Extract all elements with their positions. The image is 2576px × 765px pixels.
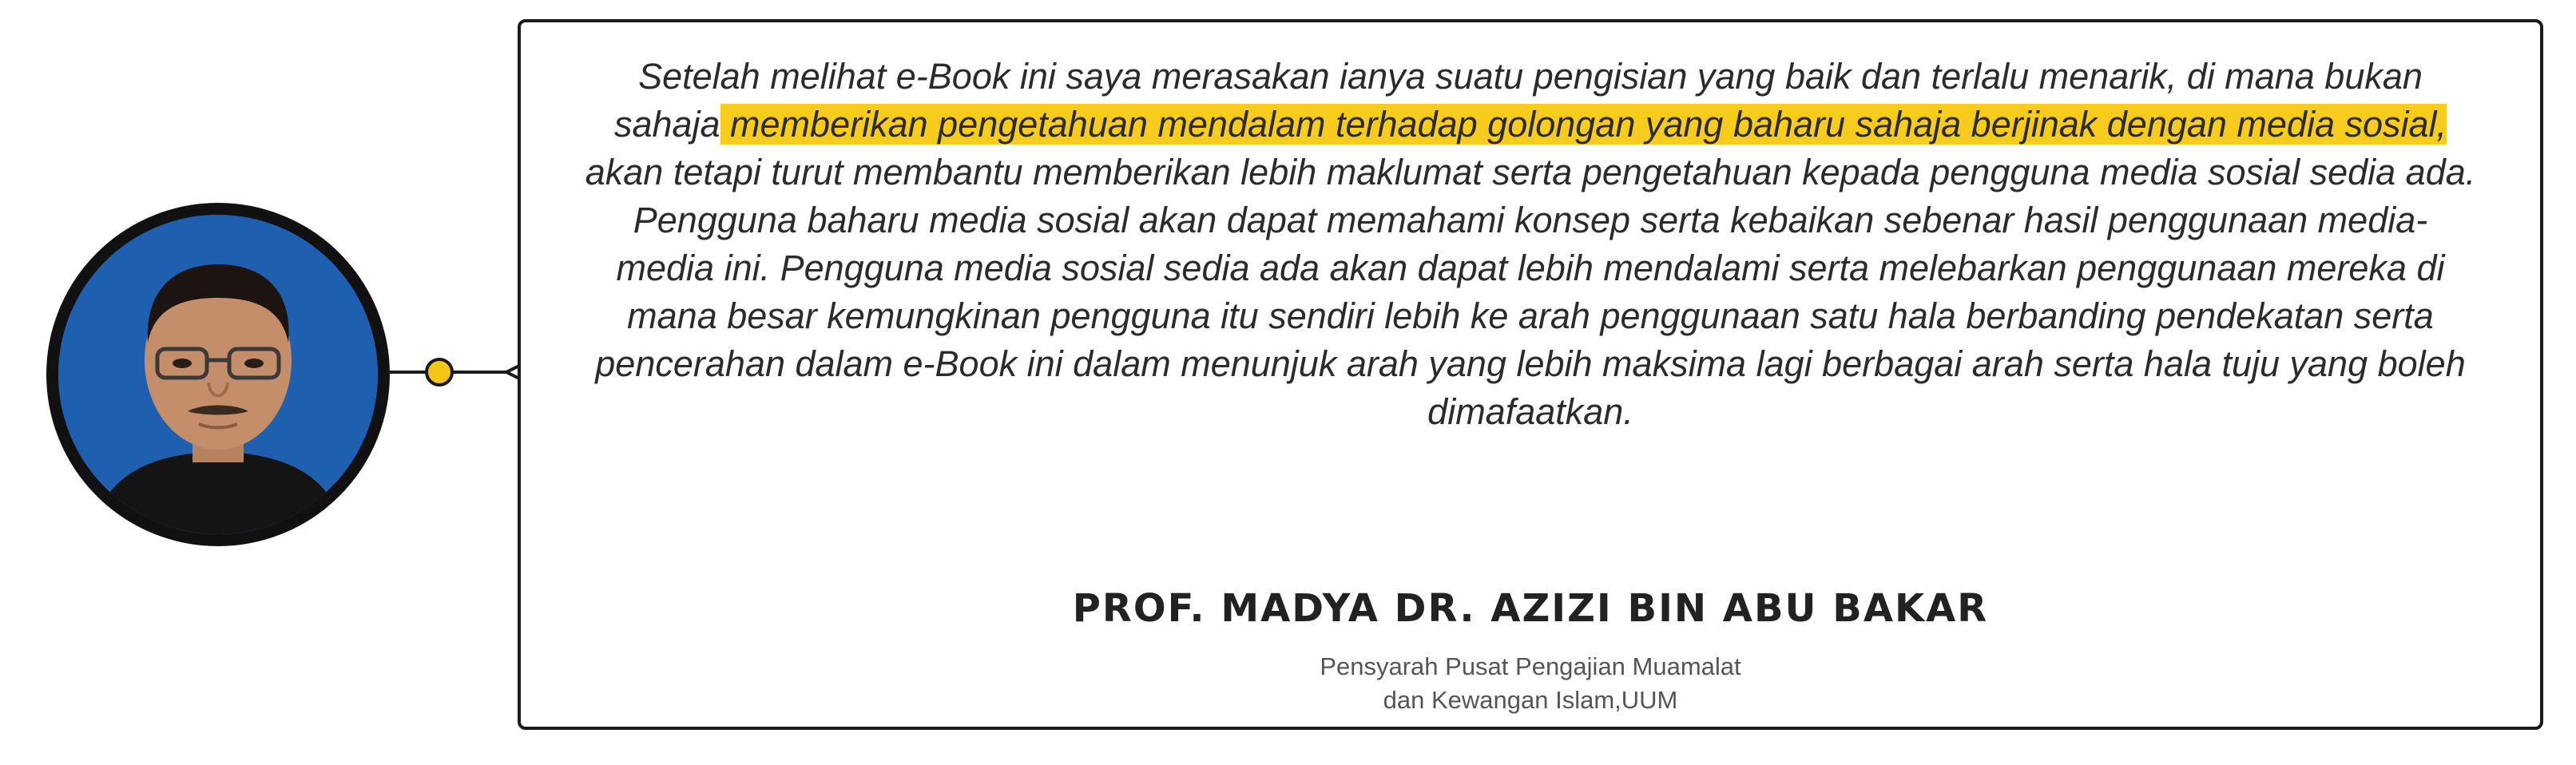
author-role-line-1: Pensyarah Pusat Pengajian Muamalat (1320, 652, 1741, 680)
author-name: PROF. MADYA DR. AZIZI BIN ABU BAKAR (1072, 586, 1989, 631)
quote-text-start: Setelah melihat e-Book ini saya merasakan ianya suatu pengisian yang baik dan terlalu menarik, di mana bukan sahaja (613, 56, 2423, 145)
author-photo (46, 203, 390, 546)
author-role-line-2: dan Kewangan Islam,UUM (1383, 686, 1678, 714)
connector-dot (425, 358, 454, 386)
quote-text-end: akan tetapi turut membantu memberikan lebih maklumat serta pengetahuan kepada pengguna media sosial sedia ada. Pengguna baharu media sosial akan dapat memahami konsep serta kebaikan sebenar hasil penggunaan media-media ini. Pengguna media sosial sedia ada akan dapat lebih mendalami serta melebarkan penggunaan mereka di mana besar kemungkinan pengguna itu sendiri lebih ke arah penggunaan satu hala berbanding pendekatan serta pencerahan dalam e-Book ini dalam menunjuk arah yang lebih maksima lagi berbagai arah serta hala tuju yang boleh dimafaatkan. (585, 152, 2476, 432)
portrait-image (58, 215, 378, 534)
author-role (521, 650, 2540, 717)
testimonial-card (518, 19, 2543, 730)
quote-highlight: memberikan pengetahuan mendalam terhadap golongan yang baharu sahaja berjinak dengan media sosial, (720, 104, 2447, 145)
testimonial-quote (585, 53, 2476, 436)
